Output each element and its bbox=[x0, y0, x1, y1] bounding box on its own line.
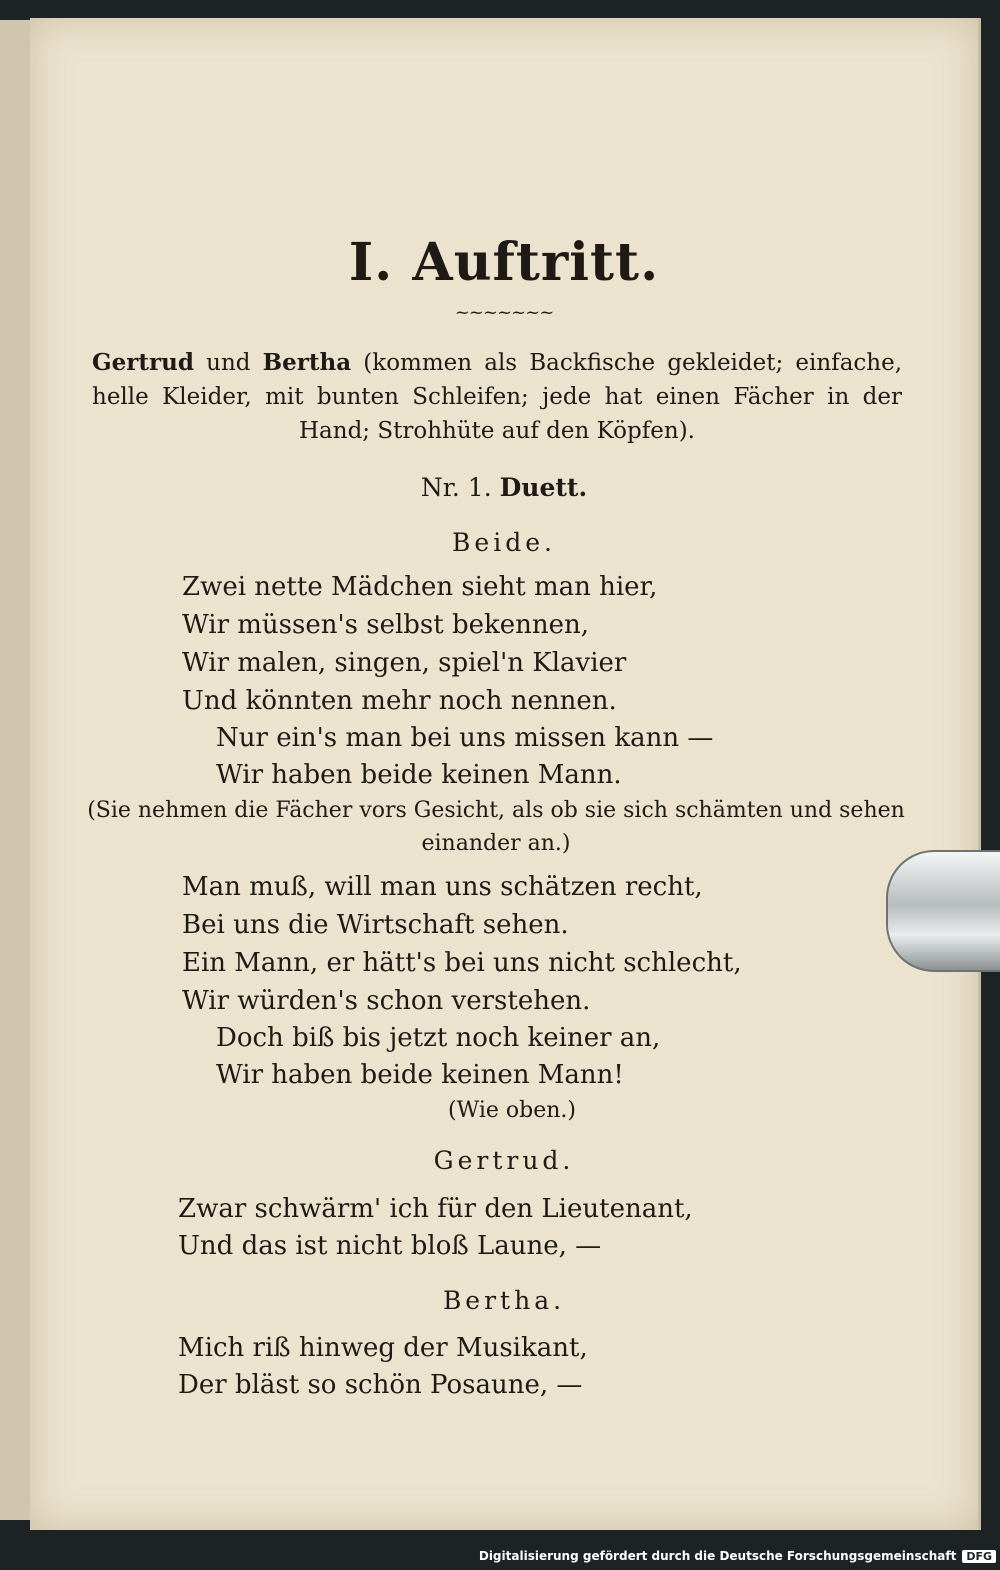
dfg-logo-icon: DFG bbox=[962, 1550, 996, 1563]
verse-line: Bei uns die Wirtschaft sehen. bbox=[182, 910, 569, 940]
verse-line: Wir haben beide keinen Mann! bbox=[216, 1060, 624, 1090]
verse-line: Zwei nette Mädchen sieht man hier, bbox=[182, 572, 658, 602]
character-name-bertha: Bertha bbox=[262, 349, 352, 376]
verse-line: Wir malen, singen, spiel'n Klavier bbox=[182, 648, 627, 678]
scene-introduction bbox=[92, 346, 902, 448]
verse-line: Der bläst so schön Posaune, — bbox=[178, 1370, 583, 1400]
verse-line: Doch biß bis jetzt noch keiner an, bbox=[216, 1023, 661, 1053]
intro-stage-direction: (kommen als Backfische gekleidet; einfache, helle Kleider, mit bunten Schleifen; jede hat einen Fächer in der Hand; Strohhüte auf den Köpfen). bbox=[92, 350, 903, 444]
character-name-gertrud: Gertrud bbox=[92, 349, 194, 376]
scene-title: I. Auftritt. bbox=[348, 232, 660, 293]
verse-line: Ein Mann, er hätt's bei uns nicht schlecht, bbox=[182, 948, 742, 978]
verse-line: Wir müssen's selbst bekennen, bbox=[182, 610, 590, 640]
verse-line: Und das ist nicht bloß Laune, — bbox=[178, 1231, 602, 1261]
page-content bbox=[30, 18, 978, 1530]
verse-line: Nur ein's man bei uns missen kann — bbox=[216, 723, 714, 753]
number-heading bbox=[30, 473, 978, 502]
page-clip-icon bbox=[886, 850, 1000, 972]
credit-text: Digitalisierung gefördert durch die Deutsche Forschungsgemeinschaft bbox=[478, 1549, 957, 1563]
intro-conjunction: und bbox=[206, 350, 251, 376]
verse-line: Mich riß hinweg der Musikant, bbox=[178, 1333, 588, 1363]
stage-direction-short: (Wie oben.) bbox=[448, 1098, 576, 1123]
verse-line: Wir haben beide keinen Mann. bbox=[216, 760, 622, 790]
digitization-credit bbox=[479, 1544, 996, 1568]
duet-label: Duett. bbox=[499, 473, 588, 502]
speaker-gertrud: Gertrud. bbox=[433, 1146, 575, 1175]
number-label: Nr. 1. bbox=[420, 473, 492, 502]
title-ornament: ~~~~~~~ bbox=[454, 302, 554, 323]
speaker-bertha: Bertha. bbox=[442, 1286, 566, 1315]
stage-direction: (Sie nehmen die Fächer vors Gesicht, als ob sie sich schämten und sehen einander an.) bbox=[87, 798, 905, 856]
verse-line: Wir würden's schon verstehen. bbox=[182, 986, 591, 1016]
speaker-beide: Beide. bbox=[452, 528, 556, 557]
verse-line: Zwar schwärm' ich für den Lieutenant, bbox=[178, 1194, 693, 1224]
verse-line: Und könnten mehr noch nennen. bbox=[182, 686, 617, 716]
verse-line: Man muß, will man uns schätzen recht, bbox=[182, 872, 703, 902]
book-page bbox=[30, 18, 981, 1530]
